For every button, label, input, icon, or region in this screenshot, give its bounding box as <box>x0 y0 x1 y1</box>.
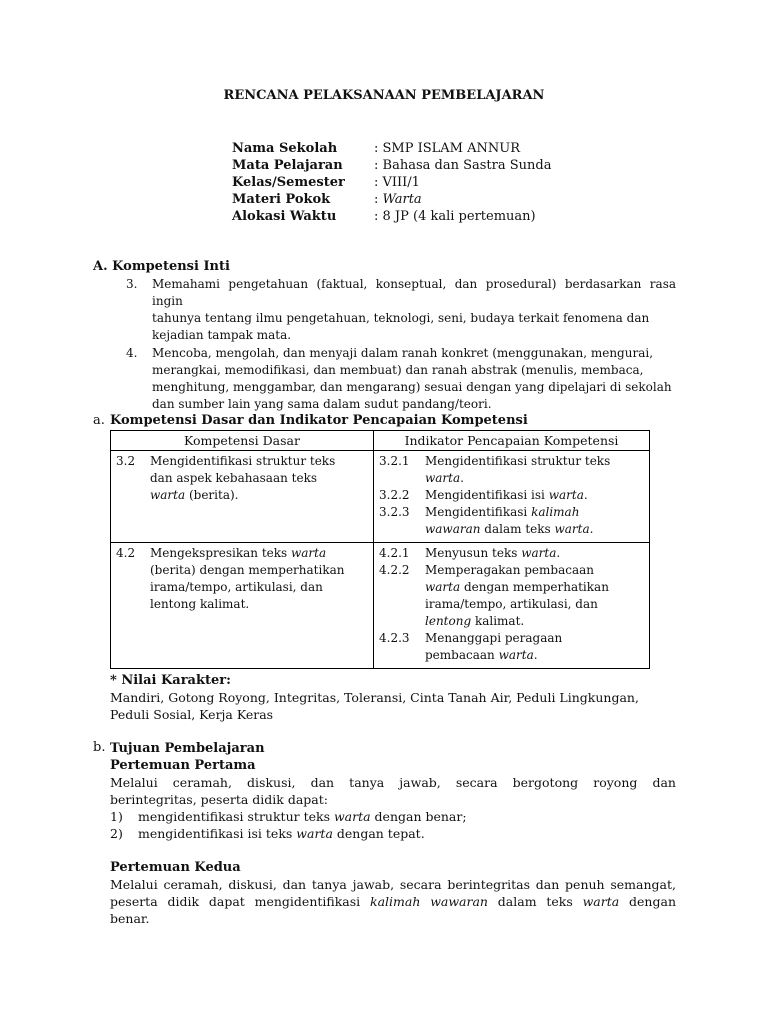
list-number: 3. <box>126 277 138 291</box>
text-fragment: Mengidentifikasi struktur teks <box>425 454 611 468</box>
text-line <box>425 453 644 470</box>
indicator-text <box>425 504 644 538</box>
list-number: 1) <box>110 809 123 824</box>
info-value-prefix: : <box>374 192 383 207</box>
character-values <box>110 672 676 723</box>
italic-term: warta <box>554 522 590 536</box>
italic-term: warta <box>521 546 557 560</box>
indicator-item <box>379 545 644 562</box>
indicator-item <box>379 504 644 538</box>
section-marker-a: a. <box>93 413 105 428</box>
list-text <box>152 345 676 413</box>
list-item <box>126 276 676 344</box>
kd-number: 4.2 <box>116 546 136 560</box>
text-line: benar. <box>110 911 150 926</box>
indicator-number: 3.2.1 <box>379 454 410 468</box>
identity-block <box>232 140 551 225</box>
text-line: irama/tempo, artikulasi, dan <box>425 597 598 611</box>
text-line: Memperagakan pembacaan <box>425 563 595 577</box>
text-fragment: mengidentifikasi isi teks <box>138 826 297 841</box>
list-number: 2) <box>110 826 123 841</box>
indicator-text <box>425 453 644 487</box>
italic-term: warta <box>425 580 461 594</box>
text-fragment: . <box>583 488 588 502</box>
text-line: Menanggapi peragaan <box>425 631 563 645</box>
text-fragment: dengan tepat. <box>332 826 425 841</box>
meeting-heading-1: Pertemuan Pertama <box>110 758 256 773</box>
italic-term: warta <box>150 488 186 502</box>
text-fragment: Mengidentifikasi <box>425 505 532 519</box>
table-cell-kd <box>111 451 374 543</box>
indicator-item <box>379 487 644 504</box>
info-row-class <box>232 174 551 191</box>
text-fragment: Mengekspresikan teks <box>150 546 291 560</box>
kd-number: 3.2 <box>116 454 136 468</box>
info-row-school <box>232 140 551 157</box>
info-value: : 8 JP (4 kali pertemuan) <box>374 209 536 224</box>
list-item <box>110 808 676 825</box>
indicator-item <box>379 562 644 630</box>
text-line <box>425 504 644 521</box>
indicator-text <box>425 562 644 630</box>
italic-term: warta <box>290 546 327 560</box>
text-fragment: . <box>556 546 561 560</box>
info-value: : Bahasa dan Sastra Sunda <box>374 158 552 173</box>
info-label: Mata Pelajaran <box>232 158 343 173</box>
italic-term: warta <box>425 471 461 485</box>
italic-term: warta <box>548 488 584 502</box>
info-value: : SMP ISLAM ANNUR <box>374 141 520 156</box>
text-line: Mandiri, Gotong Royong, Integritas, Toleransi, Cinta Tanah Air, Peduli Lingkungan, <box>110 690 639 705</box>
kd-text <box>150 545 368 613</box>
info-value: : VIII/1 <box>374 175 420 190</box>
list-item <box>126 345 676 413</box>
text-fragment: dengan <box>619 894 676 909</box>
text-line: tahunya tentang ilmu pengetahuan, teknologi, seni, budaya terkait fenomena dan <box>152 311 650 325</box>
list-text <box>152 276 676 344</box>
italic-term: wawaran <box>425 522 481 536</box>
text-fragment: . <box>460 471 464 485</box>
text-line: (berita) dengan memperhatikan <box>150 563 345 577</box>
table-cell-kd <box>111 543 374 669</box>
italic-term: kalimah wawaran <box>370 894 488 909</box>
text-line <box>110 893 676 910</box>
text-line: irama/tempo, artikulasi, dan <box>150 580 323 594</box>
text-line <box>425 470 644 487</box>
text-fragment: Menyusun teks <box>425 546 522 560</box>
info-value-italic: Warta <box>382 192 422 207</box>
character-values-heading: * Nilai Karakter: <box>110 673 231 688</box>
indicator-number: 4.2.3 <box>379 631 410 645</box>
section-marker-b: b. <box>93 740 106 755</box>
italic-term: warta <box>498 648 534 662</box>
text-line: dan aspek kebahasaan teks <box>150 471 318 485</box>
italic-term: kalimah <box>531 505 580 519</box>
text-fragment: kalimat. <box>471 614 525 628</box>
text-fragment: mengidentifikasi struktur teks <box>138 809 334 824</box>
text-line: Peduli Sosial, Kerja Keras <box>110 707 274 722</box>
text-line <box>150 545 368 562</box>
indicator-item <box>379 453 644 487</box>
text-line: dan sumber lain yang sama dalam sudut pandang/teori. <box>152 397 492 411</box>
info-label: Alokasi Waktu <box>232 209 337 224</box>
indicator-text <box>425 545 644 562</box>
text-line: menghitung, menggambar, dan mengarang) sesuai dengan yang dipelajari di sekolah <box>152 380 672 394</box>
text-line <box>425 613 644 630</box>
italic-term: lentong <box>425 614 472 628</box>
text-fragment: dengan memperhatikan <box>460 580 609 594</box>
text-fragment: dengan benar; <box>370 809 467 824</box>
text-fragment: dalam teks <box>480 522 555 536</box>
indicator-text <box>425 630 644 664</box>
text-line <box>425 521 644 538</box>
text-fragment: . <box>589 522 594 536</box>
section-heading-ki: A. Kompetensi Inti <box>93 259 230 274</box>
table-header-kd: Kompetensi Dasar <box>111 431 374 451</box>
text-line: kejadian tampak mata. <box>152 328 292 342</box>
table-cell-indicators <box>374 451 650 543</box>
indicator-number: 3.2.2 <box>379 488 410 502</box>
text-line <box>425 579 644 596</box>
text-line: Mengidentifikasi struktur teks <box>150 454 336 468</box>
text-line: Melalui ceramah, diskusi, dan tanya jawab, secara berintegritas dan penuh semangat, <box>110 877 676 892</box>
info-value <box>374 191 422 208</box>
info-row-time <box>232 208 551 225</box>
ki-list <box>126 276 676 413</box>
text-line <box>150 487 368 504</box>
text-line <box>425 647 644 664</box>
info-row-subject <box>232 157 551 174</box>
kd-text <box>150 453 368 504</box>
italic-term: warta <box>296 826 333 841</box>
text-fragment: peserta didik dapat mengidentifikasi <box>110 894 370 909</box>
learning-objectives <box>110 740 676 927</box>
list-item <box>110 825 676 842</box>
info-label: Kelas/Semester <box>232 175 345 190</box>
text-line: lentong kalimat. <box>150 597 250 611</box>
competency-table <box>110 430 650 669</box>
indicator-text <box>425 487 644 504</box>
italic-term: warta <box>582 894 620 909</box>
text-line: Mencoba, mengolah, dan menyaji dalam ranah konkret (menggunakan, mengurai, <box>152 346 654 360</box>
table-header-row <box>111 431 650 451</box>
table-header-indicator: Indikator Pencapaian Kompetensi <box>374 431 650 451</box>
indicator-number: 3.2.3 <box>379 505 410 519</box>
text-fragment: Mengidentifikasi isi <box>425 488 549 502</box>
indicator-number: 4.2.1 <box>379 546 410 560</box>
table-row <box>111 451 650 543</box>
text-fragment: . <box>533 648 538 662</box>
info-row-topic <box>232 191 551 208</box>
text-line: Memahami pengetahuan (faktual, konseptual, dan prosedural) berdasarkan rasa ingin <box>152 277 676 308</box>
table-row <box>111 543 650 669</box>
info-label: Nama Sekolah <box>232 141 338 156</box>
text-fragment: pembacaan <box>425 648 499 662</box>
section-heading-tujuan: Tujuan Pembelajaran <box>110 741 265 756</box>
info-label: Materi Pokok <box>232 192 331 207</box>
table-cell-indicators <box>374 543 650 669</box>
text-line: Melalui ceramah, diskusi, dan tanya jawab, secara bergotong royong dan <box>110 775 676 790</box>
text-line: merangkai, memodifikasi, dan membuat) dan ranah abstrak (menulis, membaca, <box>152 363 644 377</box>
indicator-number: 4.2.2 <box>379 563 410 577</box>
section-heading-kd: Kompetensi Dasar dan Indikator Pencapaian Kompetensi <box>110 413 528 428</box>
text-fragment: (berita). <box>185 488 239 502</box>
list-number: 4. <box>126 346 138 360</box>
italic-term: warta <box>333 809 371 824</box>
document-title: RENCANA PELAKSANAAN PEMBELAJARAN <box>223 88 545 103</box>
list-text <box>138 825 425 842</box>
text-line: berintegritas, peserta didik dapat: <box>110 792 328 807</box>
list-text <box>138 808 467 825</box>
meeting-heading-2: Pertemuan Kedua <box>110 860 241 875</box>
indicator-item <box>379 630 644 664</box>
text-fragment: dalam teks <box>487 894 583 909</box>
